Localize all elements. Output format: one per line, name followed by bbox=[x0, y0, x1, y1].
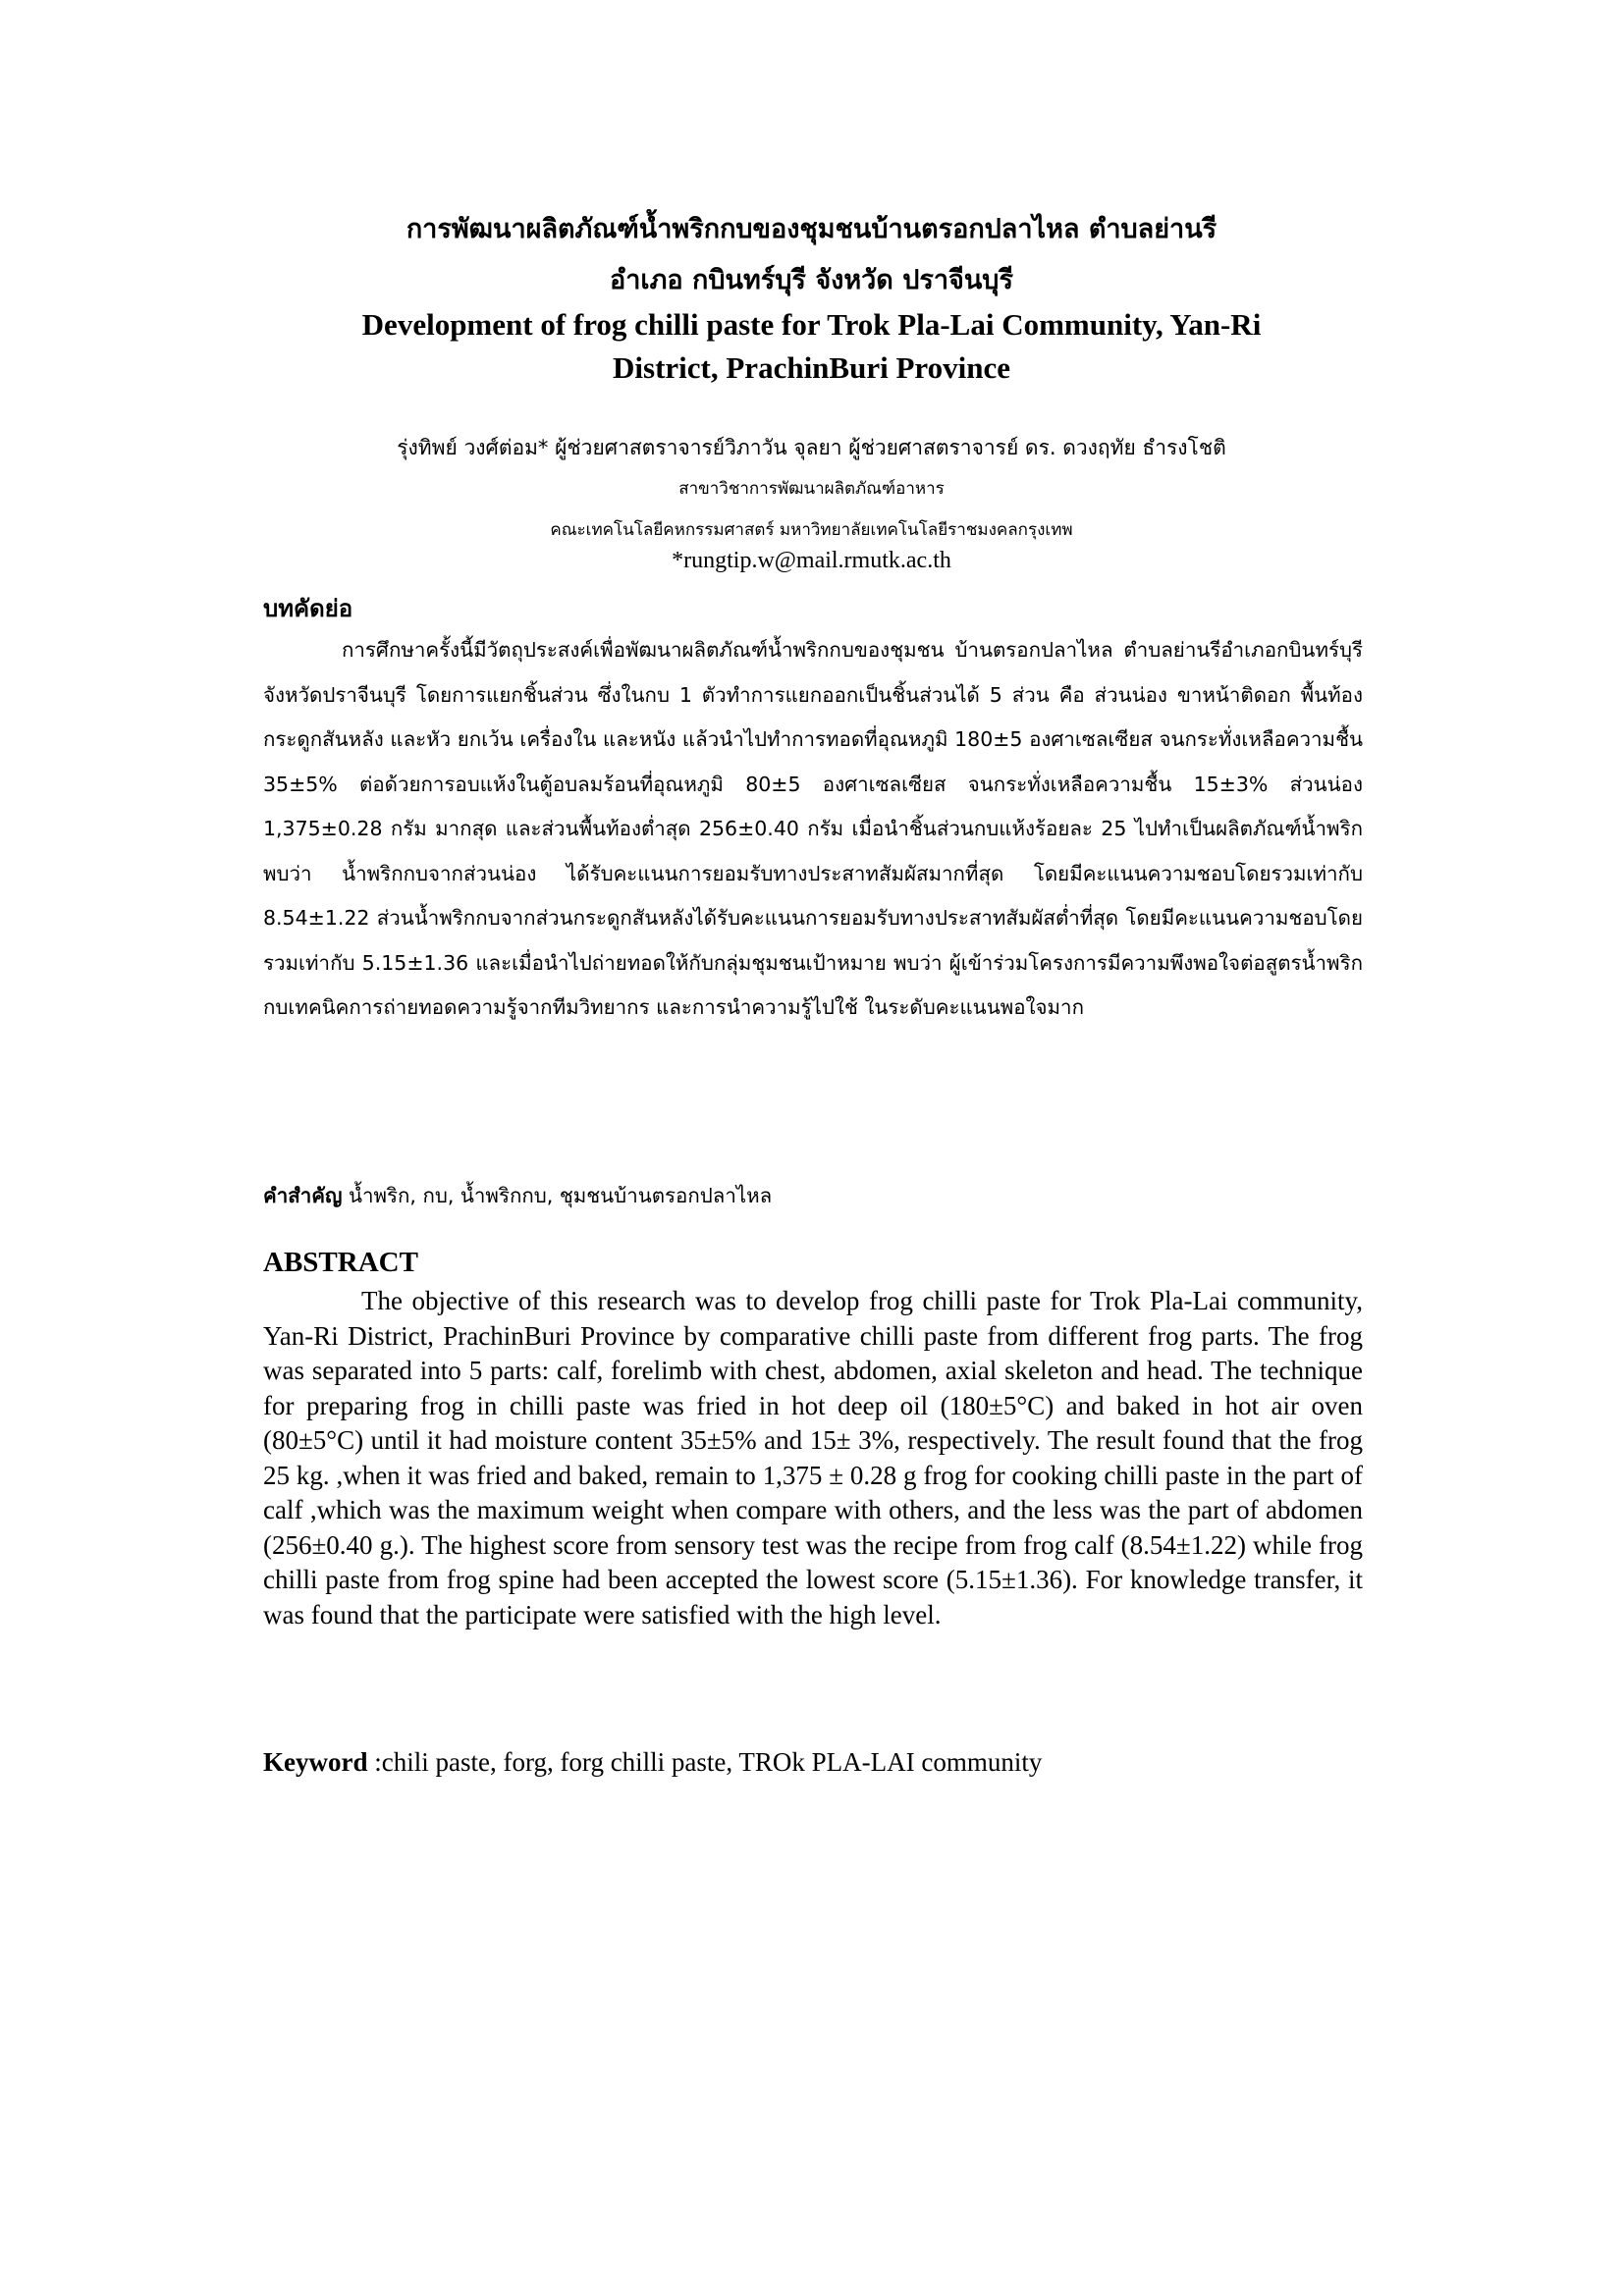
corresponding-email: *rungtip.w@mail.rmutk.ac.th bbox=[672, 548, 951, 573]
thai-abstract-body: การศึกษาครั้งนี้มีวัตถุประสงค์เพื่อพัฒนาผลิตภัณฑ์น้ำพริกกบของชุมชน บ้านตรอกปลาไหล ตำบลย่านรีอำเภอกบินทร์บุรี จังหวัดปราจีนบุรี โดยการแยกชิ้นส่วน ซึ่งในกบ 1 ตัวทำการแยกออกเป็นชิ้นส่วนได้ 5 ส่วน คือ ส่วนน่อง ขาหน้าติดอก พื้นท้อง กระดูกสันหลัง และหัว ยกเว้น เครื่องใน และหนัง แล้วนำไปทำการทอดที่อุณหภูมิ 180±5 องศาเซลเซียส จนกระทั่งเหลือความชื้น 35±5% ต่อด้วยการอบแห้งในตู้อบลมร้อนที่อุณหภูมิ 80±5 องศาเซลเซียส จนกระทั่งเหลือความชื้น 15±3% ส่วนน่อง 1,375±0.28 กรัม มากสุด และส่วนพื้นท้องต่ำสุด 256±0.40 กรัม เมื่อนำชิ้นส่วนกบแห้งร้อยละ 25 ไปทำเป็นผลิตภัณฑ์น้ำพริก พบว่า น้ำพริกกบจากส่วนน่อง ได้รับคะแนนการยอมรับทางประสาทสัมผัสมากที่สุด โดยมีคะแนนความชอบโดยรวมเท่ากับ 8.54±1.22 ส่วนน้ำพริกกบจากส่วนกระดูกสันหลังได้รับคะแนนการยอมรับทางประสาทสัมผัสต่ำที่สุด โดยมีคะแนนความชอบโดยรวมเท่ากับ 5.15±1.36 และเมื่อนำไปถ่ายทอดให้กับกลุ่มชุมชนเป้าหมาย พบว่า ผู้เข้าร่วมโครงการมีความพึงพอใจต่อสูตรน้ำพริกกบเทคนิคการถ่ายทอดความรู้จากทีมวิทยากร และการนำความรู้ไปใช้ ในระดับคะแนนพอใจมาก bbox=[263, 638, 1363, 1019]
english-keywords bbox=[263, 1747, 1363, 1778]
author-list: รุ่งทิพย์ วงศ์ต่อม* ผู้ช่วยศาสตราจารย์วิภาวัน จุลยา ผู้ช่วยศาสตราจารย์ ดร. ดวงฤทัย ธำรงโชติ bbox=[397, 436, 1226, 459]
thai-keywords-values: น้ำพริก, กบ, น้ำพริกกบ, ชุมชนบ้านตรอกปลาไหล bbox=[342, 1184, 773, 1207]
thai-keywords bbox=[263, 1180, 1363, 1212]
affiliation-faculty: คณะเทคโนโลยีคหกรรมศาสตร์ มหาวิทยาลัยเทคโนโลยีราชมงคลกรุงเทพ bbox=[550, 520, 1073, 540]
english-keywords-values: :chili paste, forg, forg chilli paste, TROk PLA-LAI community bbox=[367, 1747, 1043, 1777]
thai-keywords-label: คำสำคัญ bbox=[263, 1184, 343, 1207]
affiliation-department: สาขาวิชาการพัฒนาผลิตภัณฑ์อาหาร bbox=[678, 479, 945, 499]
thai-title-line-1: การพัฒนาผลิตภัณฑ์น้ำพริกกบของชุมชนบ้านตรอกปลาไหล ตำบลย่านรี bbox=[406, 214, 1217, 244]
english-title-line-2: District, PrachinBuri Province bbox=[613, 350, 1010, 385]
thai-title-line-2: อำเภอ กบินทร์บุรี จังหวัด ปราจีนบุรี bbox=[610, 265, 1013, 295]
thai-abstract-heading: บทคัดย่อ bbox=[263, 595, 353, 622]
english-abstract-heading: ABSTRACT bbox=[263, 1247, 418, 1278]
english-title-line-1: Development of frog chilli paste for Trok Pla-Lai Community, Yan-Ri bbox=[361, 307, 1262, 342]
english-keywords-label: Keyword bbox=[263, 1747, 368, 1777]
english-abstract-body: The objective of this research was to develop frog chilli paste for Trok Pla-Lai community, Yan-Ri District, PrachinBuri Province by comparative chilli paste from different frog parts. The frog was separated into 5 parts: calf, forelimb with chest, abdomen, axial skeleton and head. The technique for preparing frog in chilli paste was fried in hot deep oil (180±5°C) and baked in hot air oven (80±5°C) until it had moisture content 35±5% and 15± 3%, respectively. The result found that the frog 25 kg. ,when it was fried and baked, remain to 1,375 ± 0.28 g frog for cooking chilli paste in the part of calf ,which was the maximum weight when compare with others, and the less was the part of abdomen (256±0.40 g.). The highest score from sensory test was the recipe from frog calf (8.54±1.22) while frog chilli paste from frog spine had been accepted the lowest score (5.15±1.36). For knowledge transfer, it was found that the participate were satisfied with the high level. bbox=[263, 1286, 1363, 1629]
